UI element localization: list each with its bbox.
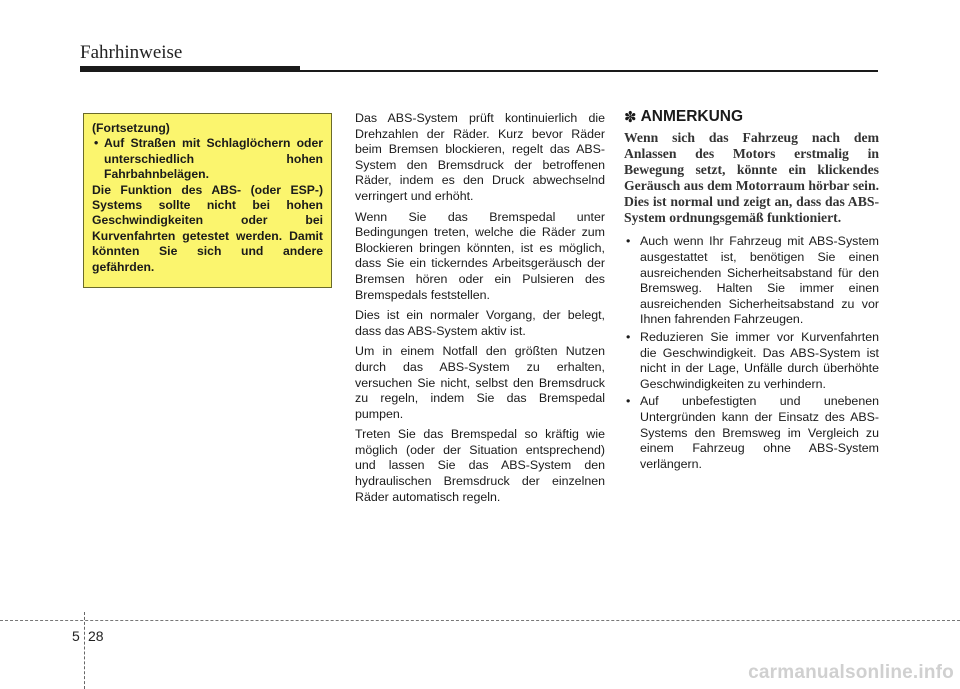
paragraph: Treten Sie das Bremspedal so kräftig wie möglich (oder der Situation entsprechend) und lassen Sie das ABS-System den hydraulischen Bremsdruck der einzelnen Räder automatisch regeln. [355, 427, 605, 504]
list-item [624, 330, 879, 392]
note-list [624, 234, 879, 472]
paragraph: Wenn Sie das Bremspedal unter Bedingungen treten, welche die Räder zum Blockieren bringen könnten, ist es möglich, dass Sie ein tickerndes Arbeitsgeräusch der Bremsen hören oder ein Pulsieren des Bremspedals feststellen. [355, 209, 605, 302]
list-item [624, 394, 879, 472]
warning-bullet-text: Auf Straßen mit Schlaglöchern oder unterschiedlich hohen Fahrbahnbelägen. [103, 136, 323, 182]
warning-box [83, 113, 332, 288]
warning-text: Die Funktion des ABS- (oder ESP-) Systems sollte nicht bei hohen Geschwindigkeiten oder bei Kurvenfahrten getestet werden. Damit könnten Sie sich und andere gefährden. [92, 182, 323, 274]
footer-dashed-divider [84, 612, 85, 689]
list-item-text: Auch wenn Ihr Fahrzeug mit ABS-System ausgestattet ist, benötigen Sie einen ausreichenden Sicherheitsabstand für den Bremsweg. Halten Sie immer einen ausreichenden Sicherheitsabstand zu vor Ihnen fahrenden Fahrzeugen. [640, 234, 879, 327]
page-number: 28 [88, 628, 104, 644]
header-rule [300, 70, 878, 72]
list-item-text: Reduzieren Sie immer vor Kurvenfahrten die Geschwindigkeit. Das ABS-System ist nicht in der Lage, Unfälle durch überhöhte Geschwindigkeiten zu verhindern. [640, 330, 879, 391]
note-section [624, 108, 879, 474]
bullet-dot-icon: • [626, 394, 631, 409]
paragraph: Dies ist ein normaler Vorgang, der belegt, dass das ABS-System aktiv ist. [355, 308, 605, 338]
footer-dashed-rule [0, 620, 960, 621]
page-header-title: Fahrhinweise [80, 42, 183, 63]
note-heading [624, 108, 879, 126]
paragraph: Um in einem Notfall den größten Nutzen durch das ABS-System zu erhalten, versuchen Sie nicht, selbst den Bremsdruck zu regeln, indem Sie das Bremspedal pumpen. [355, 344, 605, 421]
bullet-dot-icon: • [626, 330, 631, 344]
middle-column [355, 111, 605, 510]
warning-bullet [92, 136, 323, 182]
paragraph: Das ABS-System prüft kontinuierlich die Drehzahlen der Räder. Kurz bevor Räder beim Bremsen blockieren, regelt das ABS-System den Bremsdruck der betroffenen Räder, indem es den Druck abwechselnd verringert und erhöht. [355, 111, 605, 203]
list-item [624, 234, 879, 328]
watermark: carmanualsonline.info [748, 662, 954, 683]
note-heading-text: ANMERKUNG [640, 108, 744, 125]
chapter-number: 5 [72, 628, 80, 644]
list-item-text: Auf unbefestigten und unebenen Untergründen kann der Einsatz des ABS-Systems den Bremsweg im Vergleich zu einem Fahrzeug ohne ABS-System verlängern. [640, 394, 879, 471]
note-bold-text: Wenn sich das Fahrzeug nach dem Anlassen des Motors erstmalig in Bewegung setzt, könnte ein klickendes Geräusch aus dem Motorraum hörbar sein. Dies ist normal und zeigt an, dass das ABS-System ordnungsgemäß funktioniert. [624, 130, 879, 225]
warning-continuation: (Fortsetzung) [92, 121, 170, 135]
bullet-dot-icon: • [94, 136, 104, 151]
bullet-dot-icon: • [626, 234, 631, 249]
asterisk-icon: ✽ [624, 109, 637, 126]
header-bar [80, 66, 300, 72]
